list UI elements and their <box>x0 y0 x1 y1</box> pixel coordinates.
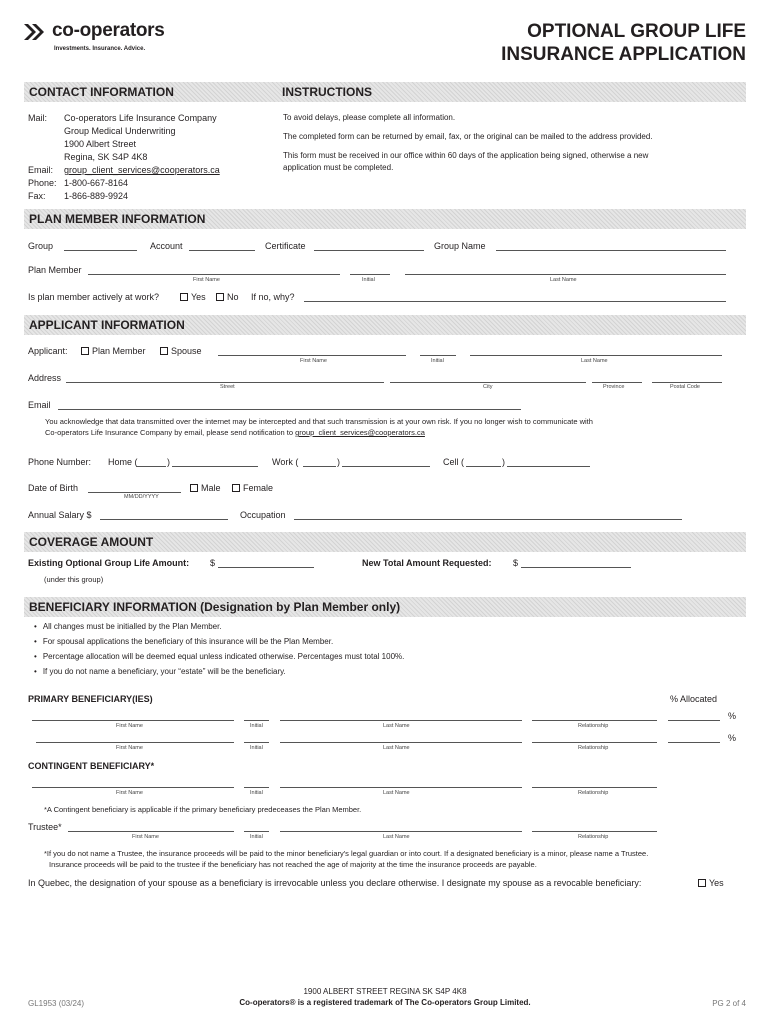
cell-phone-field[interactable] <box>507 466 590 467</box>
contingent-relationship-caption: Relationship <box>578 790 609 796</box>
mail-label: Mail: <box>28 113 48 123</box>
existing-amount-label: Existing Optional Group Life Amount: <box>28 558 190 568</box>
internet-ack-line1: You acknowledge that data transmitted over the internet may be intercepted and that such transmission is at your own risk. If you no longer wish to communicate with <box>45 417 593 426</box>
beneficiary-bullet-2: • For spousal applications the beneficiary of this insurance will be the Plan Member. <box>34 637 333 646</box>
province-caption: Province <box>603 384 625 390</box>
group-field[interactable] <box>64 250 137 251</box>
active-yes-checkbox[interactable] <box>180 293 188 301</box>
new-total-dollar-sign: $ <box>513 558 519 568</box>
primary-2-percent-sign: % <box>728 733 737 743</box>
female-checkbox[interactable] <box>232 484 240 492</box>
coverage-heading: COVERAGE AMOUNT <box>29 535 154 549</box>
mail-line-2: Group Medical Underwriting <box>64 126 176 136</box>
contact-heading: CONTACT INFORMATION <box>29 85 174 99</box>
primary-1-first-name-caption: First Name <box>116 723 143 729</box>
fax-value: 1-866-889-9924 <box>64 191 129 201</box>
trustee-relationship-field[interactable] <box>532 831 657 832</box>
primary-2-first-name-caption: First Name <box>116 745 143 751</box>
footer-address: 1900 ALBERT STREET REGINA SK S4P 4K8 <box>303 987 467 996</box>
logo-wordmark: co-operators <box>52 20 165 41</box>
if-no-why-label: If no, why? <box>251 292 295 302</box>
active-yes-label: Yes <box>191 292 206 302</box>
primary-2-last-name-caption: Last Name <box>383 745 410 751</box>
work-phone-field[interactable] <box>342 466 430 467</box>
coverage-bar <box>24 532 746 552</box>
quebec-yes-option[interactable] <box>698 878 724 888</box>
primary-2-last-name-field[interactable] <box>280 742 522 743</box>
trustee-initial-caption: Initial <box>250 834 263 840</box>
internet-ack-prefix: Co-operators Life Insurance Company by email, please send notification to <box>45 428 296 437</box>
instructions-heading: INSTRUCTIONS <box>282 85 372 99</box>
plan-member-bar <box>24 209 746 229</box>
form-title <box>501 20 746 66</box>
applicant-email-field[interactable] <box>58 409 521 410</box>
trustee-label: Trustee* <box>28 822 62 832</box>
footer-center <box>0 987 770 1007</box>
dob-label: Date of Birth <box>28 483 79 493</box>
primary-2-percent-field[interactable] <box>668 742 720 743</box>
trustee-first-name-field[interactable] <box>68 831 234 832</box>
phone-label: Phone: <box>28 178 57 188</box>
trustee-last-name-caption: Last Name <box>383 834 410 840</box>
postal-code-field[interactable] <box>652 382 722 383</box>
quebec-yes-label: Yes <box>709 878 724 888</box>
primary-1-last-name-field[interactable] <box>280 720 522 721</box>
first-name-caption: First Name <box>193 277 220 283</box>
primary-1-first-name-field[interactable] <box>32 720 234 721</box>
group-name-field[interactable] <box>496 250 726 251</box>
active-no-label: No <box>227 292 239 302</box>
footer-trademark: Co-operators® is a registered trademark of The Co-operators Group Limited. <box>239 998 531 1007</box>
applicant-plan-member-checkbox[interactable] <box>81 347 89 355</box>
beneficiary-bar <box>24 597 746 617</box>
applicant-last-name-field[interactable] <box>470 355 722 356</box>
phone-value: 1-800-667-8164 <box>64 178 129 188</box>
new-total-label: New Total Amount Requested: <box>362 558 492 568</box>
contingent-last-name-caption: Last Name <box>383 790 410 796</box>
mail-line-4: Regina, SK S4P 4K8 <box>64 152 148 162</box>
mail-line-3: 1900 Albert Street <box>64 139 137 149</box>
allocated-label: % Allocated <box>670 694 718 704</box>
beneficiary-bullet-1: • All changes must be initialled by the Plan Member. <box>34 622 222 631</box>
cell-phone-label: Cell ( <box>443 457 465 467</box>
work-phone-label: Work ( <box>272 457 299 467</box>
annual-salary-field[interactable] <box>100 519 228 520</box>
active-no-checkbox[interactable] <box>216 293 224 301</box>
contingent-last-name-field[interactable] <box>280 787 522 788</box>
instruction-1: To avoid delays, please complete all information. <box>283 113 456 122</box>
trustee-relationship-caption: Relationship <box>578 834 609 840</box>
city-caption: City <box>483 384 493 390</box>
applicant-spouse-checkbox[interactable] <box>160 347 168 355</box>
postal-code-caption: Postal Code <box>670 384 700 390</box>
quebec-yes-checkbox[interactable] <box>698 879 706 887</box>
logo-tagline: Investments. Insurance. Advice. <box>54 46 146 52</box>
plan-member-initial-field[interactable] <box>350 274 390 275</box>
primary-2-relationship-caption: Relationship <box>578 745 609 751</box>
cell-paren-close: ) <box>502 457 505 467</box>
active-no-option[interactable] <box>216 292 239 302</box>
phone-number-label: Phone Number: <box>28 457 92 467</box>
street-field[interactable] <box>66 382 384 383</box>
logo-chevron-icon <box>22 22 48 42</box>
group-label: Group <box>28 241 54 251</box>
applicant-first-name-caption: First Name <box>300 358 327 364</box>
if-no-why-field[interactable] <box>304 301 726 302</box>
dob-field[interactable] <box>88 492 181 493</box>
plan-member-last-name-field[interactable] <box>405 274 726 275</box>
home-phone-label: Home ( <box>108 457 138 467</box>
male-label: Male <box>201 483 221 493</box>
primary-1-initial-field[interactable] <box>244 720 269 721</box>
existing-dollar-sign: $ <box>210 558 216 568</box>
ack-email-link[interactable]: group_client_services@cooperators.ca <box>295 428 425 437</box>
account-label: Account <box>150 241 183 251</box>
beneficiary-bullet-3: • Percentage allocation will be deemed equal unless indicated otherwise. Percentages must total 100%. <box>34 652 404 661</box>
trustee-last-name-field[interactable] <box>280 831 522 832</box>
form-code: GL1953 (03/24) <box>28 999 85 1008</box>
trustee-first-name-caption: First Name <box>132 834 159 840</box>
instruction-2: The completed form can be returned by email, fax, or the original can be mailed to the address provided. <box>283 132 653 141</box>
primary-2-initial-caption: Initial <box>250 745 263 751</box>
primary-2-initial-field[interactable] <box>244 742 269 743</box>
province-field[interactable] <box>592 382 642 383</box>
primary-1-percent-field[interactable] <box>668 720 720 721</box>
contingent-first-name-caption: First Name <box>116 790 143 796</box>
initial-caption: Initial <box>362 277 375 283</box>
city-field[interactable] <box>390 382 586 383</box>
applicant-heading: APPLICANT INFORMATION <box>29 318 185 332</box>
dob-format-caption: MM/DD/YYYY <box>124 494 159 500</box>
applicant-plan-member-label: Plan Member <box>92 346 146 356</box>
street-caption: Street <box>220 384 235 390</box>
form-title-line2: INSURANCE APPLICATION <box>501 44 746 65</box>
mail-line-1: Co-operators Life Insurance Company <box>64 113 217 123</box>
instruction-3a: This form must be received in our office within 60 days of the application being signed, otherwise a new <box>283 151 649 160</box>
applicant-spouse-option[interactable] <box>160 346 202 356</box>
home-paren-close: ) <box>167 457 170 467</box>
home-phone-field[interactable] <box>172 466 258 467</box>
contingent-initial-caption: Initial <box>250 790 263 796</box>
trustee-note-line2: Insurance proceeds will be paid to the trustee if the beneficiary has not reached the age of majority at the time the insurance proceeds are payable. <box>49 860 537 869</box>
plan-member-label: Plan Member <box>28 265 82 275</box>
address-label: Address <box>28 373 62 383</box>
quebec-designation-text: In Quebec, the designation of your spouse as a beneficiary is irrevocable unless you declare otherwise. I designate my spouse as a revocable beneficiary: <box>28 878 642 888</box>
primary-1-initial-caption: Initial <box>250 723 263 729</box>
active-at-work-question: Is plan member actively at work? <box>28 292 160 302</box>
contingent-first-name-field[interactable] <box>32 787 234 788</box>
cell-area-code-field[interactable] <box>466 466 501 467</box>
contingent-relationship-field[interactable] <box>532 787 657 788</box>
primary-2-first-name-field[interactable] <box>36 742 234 743</box>
trustee-initial-field[interactable] <box>244 831 269 832</box>
applicant-plan-member-option[interactable] <box>81 346 146 356</box>
account-field[interactable] <box>189 250 255 251</box>
beneficiary-heading: BENEFICIARY INFORMATION (Designation by Plan Member only) <box>29 600 401 614</box>
work-area-code-field[interactable] <box>303 466 336 467</box>
page-number: PG 2 of 4 <box>712 999 746 1008</box>
male-checkbox[interactable] <box>190 484 198 492</box>
home-area-code-field[interactable] <box>136 466 166 467</box>
active-yes-option[interactable] <box>180 292 206 302</box>
plan-member-first-name-field[interactable] <box>88 274 340 275</box>
male-option[interactable] <box>190 483 221 493</box>
contingent-initial-field[interactable] <box>244 787 269 788</box>
trustee-note-line1: *If you do not name a Trustee, the insurance proceeds will be paid to the minor beneficiary's legal guardian or into court. If a designated beneficiary is a minor, please name a Trustee. <box>44 849 649 858</box>
annual-salary-label: Annual Salary $ <box>28 510 92 520</box>
contingent-note: *A Contingent beneficiary is applicable if the primary beneficiary predeceases the Plan Member. <box>44 805 362 814</box>
applicant-first-name-field[interactable] <box>218 355 406 356</box>
contingent-beneficiary-heading: CONTINGENT BENEFICIARY* <box>28 761 155 771</box>
internet-ack-line2 <box>45 428 425 437</box>
instruction-3b: application must be completed. <box>283 163 394 172</box>
plan-member-heading: PLAN MEMBER INFORMATION <box>29 212 206 226</box>
female-option[interactable] <box>232 483 273 493</box>
applicant-label: Applicant: <box>28 346 68 356</box>
work-paren-close: ) <box>337 457 340 467</box>
contact-instructions-bar <box>24 82 746 102</box>
primary-1-last-name-caption: Last Name <box>383 723 410 729</box>
certificate-field[interactable] <box>314 250 424 251</box>
female-label: Female <box>243 483 274 493</box>
beneficiary-bullet-4: • If you do not name a beneficiary, your “estate” will be the beneficiary. <box>34 667 286 676</box>
applicant-initial-caption: Initial <box>431 358 444 364</box>
applicant-initial-field[interactable] <box>420 355 456 356</box>
form-title-line1: OPTIONAL GROUP LIFE <box>527 21 746 42</box>
fax-label: Fax: <box>28 191 46 201</box>
applicant-email-label: Email <box>28 400 51 410</box>
primary-1-relationship-caption: Relationship <box>578 723 609 729</box>
primary-beneficiary-heading: PRIMARY BENEFICIARY(IES) <box>28 694 153 704</box>
under-this-group-note: (under this group) <box>44 575 104 584</box>
applicant-spouse-label: Spouse <box>171 346 202 356</box>
existing-amount-field[interactable] <box>218 567 314 568</box>
applicant-bar <box>24 315 746 335</box>
contact-email-link[interactable]: group_client_services@cooperators.ca <box>64 165 220 175</box>
applicant-last-name-caption: Last Name <box>581 358 608 364</box>
primary-1-percent-sign: % <box>728 711 737 721</box>
email-label: Email: <box>28 165 54 175</box>
last-name-caption: Last Name <box>550 277 577 283</box>
primary-1-relationship-field[interactable] <box>532 720 657 721</box>
primary-2-relationship-field[interactable] <box>532 742 657 743</box>
occupation-label: Occupation <box>240 510 286 520</box>
occupation-field[interactable] <box>294 519 682 520</box>
new-total-field[interactable] <box>521 567 631 568</box>
group-name-label: Group Name <box>434 241 486 251</box>
certificate-label: Certificate <box>265 241 306 251</box>
